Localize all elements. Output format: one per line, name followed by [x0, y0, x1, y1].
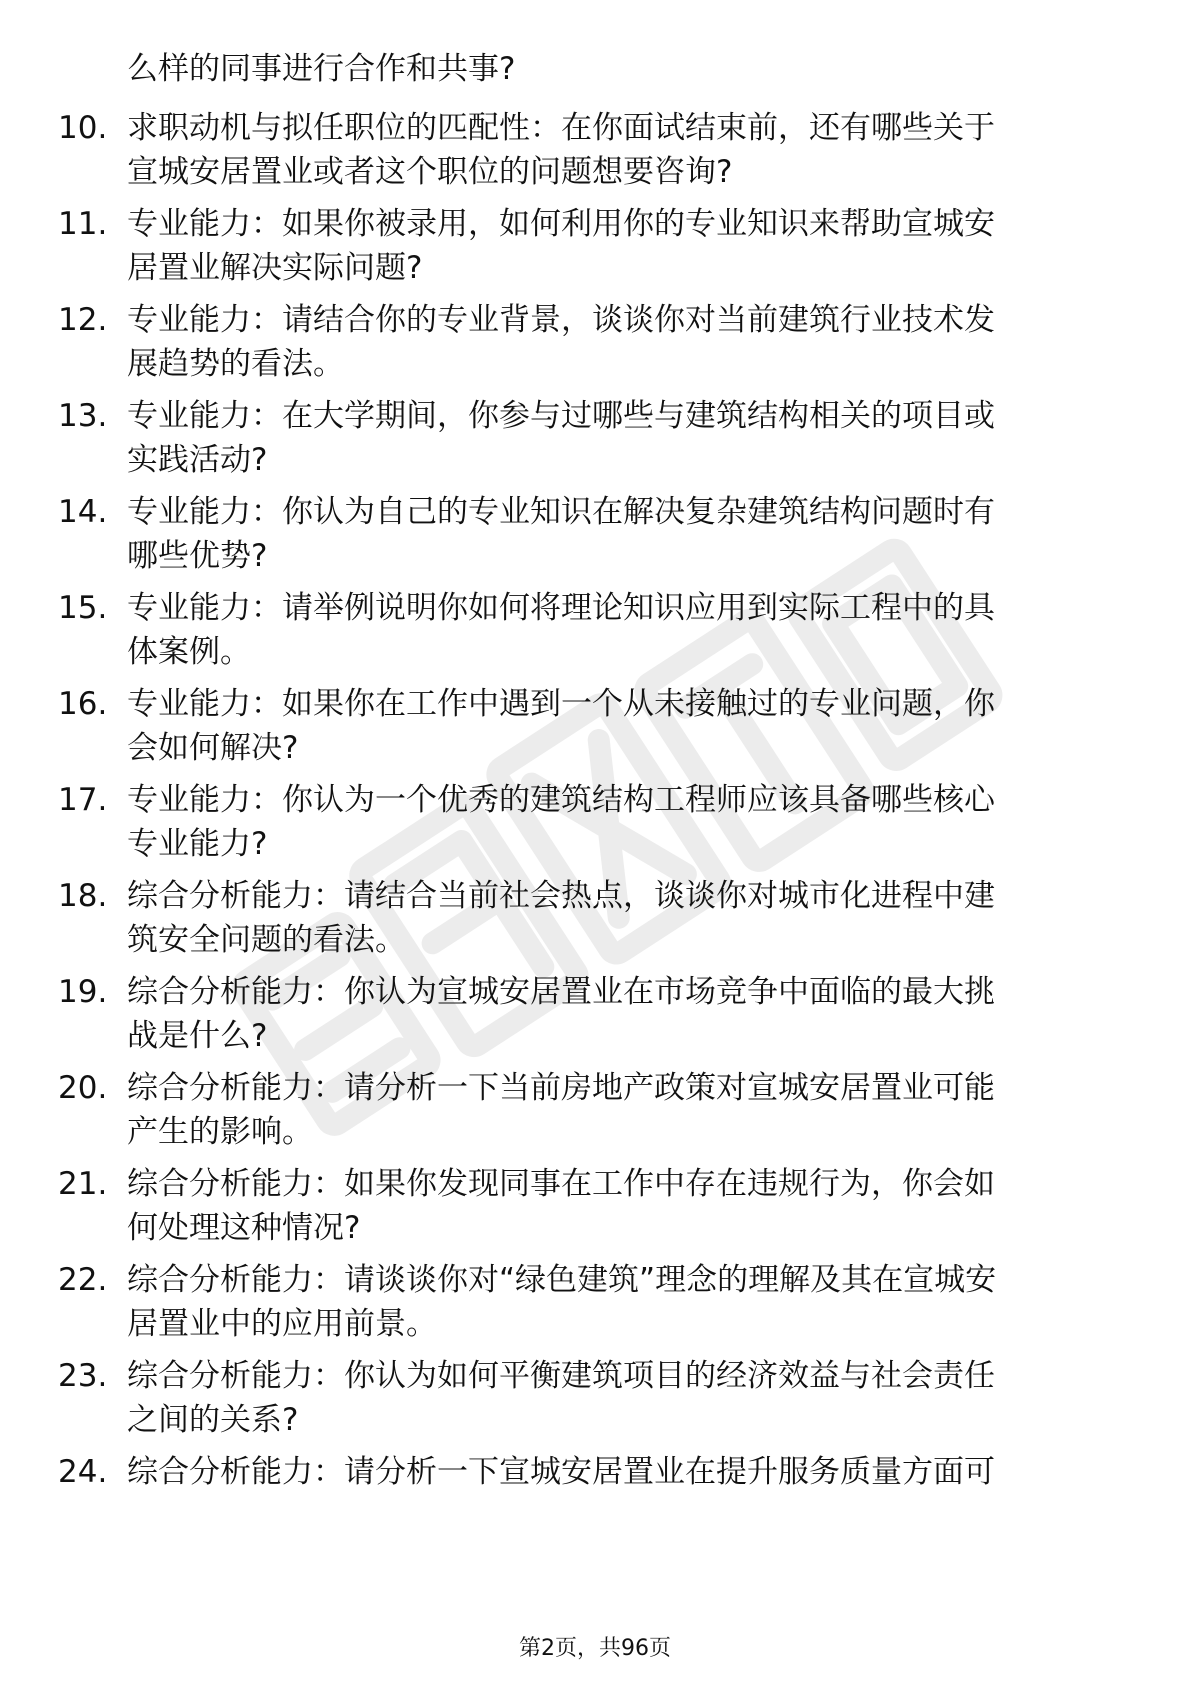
item-text-line: 居置业中的应用前景。 [127, 1306, 437, 1342]
item-text [127, 298, 1117, 386]
item-text [127, 970, 1117, 1058]
item-text-line: 体案例。 [127, 634, 251, 670]
item-text [127, 1162, 1117, 1250]
item-text-line: 之间的关系? [127, 1402, 299, 1438]
item-number: 11. [58, 206, 108, 242]
item-text-line: 实践活动? [127, 442, 268, 478]
item-text-line: 综合分析能力：请分析一下当前房地产政策对宣城安居置业可能 [127, 1070, 995, 1106]
item-text-line: 会如何解决? [127, 730, 299, 766]
item-text-line: 综合分析能力：请结合当前社会热点，谈谈你对城市化进程中建 [127, 878, 995, 914]
item-text-line: 专业能力：如果你在工作中遇到一个从未接触过的专业问题，你 [127, 686, 995, 722]
item-text-line: 展趋势的看法。 [127, 346, 344, 382]
item-text-line: 何处理这种情况? [127, 1210, 361, 1246]
item-text-line: 专业能力：请举例说明你如何将理论知识应用到实际工程中的具 [127, 590, 995, 626]
item-text-line: 哪些优势? [127, 538, 268, 574]
item-text-line: 综合分析能力：你认为宣城安居置业在市场竞争中面临的最大挑 [127, 974, 995, 1010]
continued-question-text: 么样的同事进行合作和共事? [127, 51, 516, 87]
item-number: 23. [58, 1358, 108, 1394]
item-text-line: 宣城安居置业或者这个职位的问题想要咨询? [127, 154, 733, 190]
item-number: 24. [58, 1454, 108, 1490]
item-number: 17. [58, 782, 108, 818]
item-text-line: 专业能力：在大学期间，你参与过哪些与建筑结构相关的项目或 [127, 398, 995, 434]
item-number: 18. [58, 878, 108, 914]
item-number: 20. [58, 1070, 108, 1106]
page-number: 第2页，共96页 [519, 1636, 671, 1661]
item-text-line: 综合分析能力：请谈谈你对“绿色建筑”理念的理解及其在宣城安 [127, 1262, 997, 1298]
item-text [127, 874, 1117, 962]
item-text-line: 战是什么? [127, 1018, 268, 1054]
item-number: 13. [58, 398, 108, 434]
item-text-line: 专业能力? [127, 826, 268, 862]
item-text [127, 1450, 1117, 1494]
item-text-line: 求职动机与拟任职位的匹配性：在你面试结束前，还有哪些关于 [127, 110, 995, 146]
item-text-line: 专业能力：你认为一个优秀的建筑结构工程师应该具备哪些核心 [127, 782, 995, 818]
item-number: 14. [58, 494, 108, 530]
item-text [127, 1066, 1117, 1154]
item-text [127, 106, 1117, 194]
item-text [127, 586, 1117, 674]
item-number: 16. [58, 686, 108, 722]
item-text [127, 490, 1117, 578]
item-text-line: 综合分析能力：你认为如何平衡建筑项目的经济效益与社会责任 [127, 1358, 995, 1394]
item-text-line: 居置业解决实际问题? [127, 250, 423, 286]
item-number: 22. [58, 1262, 108, 1298]
item-text-line: 产生的影响。 [127, 1114, 313, 1150]
item-text [127, 1354, 1117, 1442]
item-text [127, 778, 1117, 866]
item-text [127, 202, 1117, 290]
item-number: 19. [58, 974, 108, 1010]
item-text-line: 综合分析能力：请分析一下宣城安居置业在提升服务质量方面可 [127, 1454, 995, 1490]
item-number: 15. [58, 590, 108, 626]
item-number: 21. [58, 1166, 108, 1202]
item-text [127, 682, 1117, 770]
item-text-line: 筑安全问题的看法。 [127, 922, 406, 958]
item-text-line: 专业能力：你认为自己的专业知识在解决复杂建筑结构问题时有 [127, 494, 995, 530]
item-text-line: 综合分析能力：如果你发现同事在工作中存在违规行为，你会如 [127, 1166, 995, 1202]
item-number: 12. [58, 302, 108, 338]
item-text-line: 专业能力：如果你被录用，如何利用你的专业知识来帮助宣城安 [127, 206, 995, 242]
item-text-line: 专业能力：请结合你的专业背景，谈谈你对当前建筑行业技术发 [127, 302, 995, 338]
item-text [127, 394, 1117, 482]
item-number: 10. [58, 110, 108, 146]
item-text [127, 1258, 1117, 1346]
